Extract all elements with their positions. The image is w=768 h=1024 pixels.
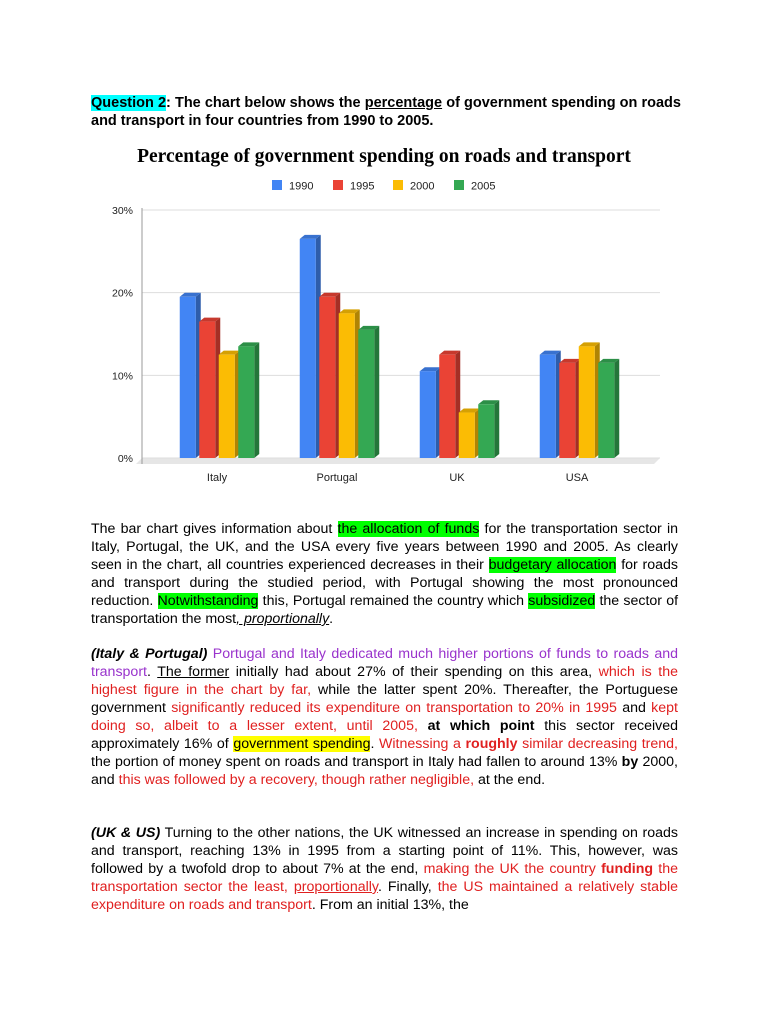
y-tick-label: 0% [117,453,133,465]
highlight-phrase: government spending [233,736,371,752]
legend-swatch [393,180,403,190]
highlight-phrase: subsidized [528,593,596,609]
x-tick-label: UK [449,472,465,484]
paragraph-uk-us: (UK & US) Turning to the other nations, the UK witnessed an increase in spending on roads and transport, reaching 13% in 1995 from a starting point of 11%. This, however, was followed by a twofold drop to about 7% at the end, making the UK the country funding the transportation sector the least, proportionally. Finally, the US maintained a relatively stable expenditure on roads and transport. From an initial 13%, the [91,825,679,913]
x-tick-label: Italy [206,472,228,484]
paragraph-italy-portugal: (Italy & Portugal) Portugal and Italy dedicated much higher portions of funds to roads and transport. The former initially had about 27% of their spending on this area, which is the highest figure in the chart by far, while the latter spent 20%. Thereafter, the Portuguese government significantly reduced its expenditure on transportation to 20% in 1995 and kept doing so, albeit to a lesser extent, until 2005, at which point this sector received approximately 16% of government spending. Witnessing a roughly similar decreasing trend, the portion of money spent on roads and transport in Italy had fallen to around 13% by 2000, and this was followed by a recovery, though rather negligible, at the end. [91,646,678,788]
bar [540,355,556,458]
bar [238,346,254,458]
paragraph-intro: The bar chart gives information about the allocation of funds for the transportation sector in Italy, Portugal, the UK, and the USA every five years between 1990 and 2005. As clearly seen in the chart, all countries experienced decreases in their budgetary allocation for roads and transport during the studied period, with Portugal showing the most pronounced reduction. Notwithstanding this, Portugal remained the country which subsidized the sector of transportation the most, proportionally. [91,521,679,627]
bar [219,355,235,458]
bar [339,313,355,458]
question-label: Question 2 [91,95,167,111]
bar [598,363,614,458]
legend-label: 2005 [471,180,496,193]
bar-side [614,359,619,458]
legend-swatch [333,180,343,190]
chart-floor [136,458,660,464]
bar-side [494,400,499,458]
legend-swatch [454,180,464,190]
y-tick-label: 30% [111,205,133,217]
question-heading [91,94,681,130]
legend-label: 2000 [410,180,435,193]
question-keyword: percentage [364,95,443,111]
legend-label: 1990 [289,180,314,193]
highlight-phrase: the allocation of funds [337,521,480,537]
bar [478,404,494,458]
bar [180,297,196,458]
bar [199,322,215,458]
bar [459,413,475,458]
legend-swatch [272,180,282,190]
y-tick-label: 20% [111,287,133,300]
bar [319,297,335,458]
y-tick-label: 10% [111,370,133,383]
bar [559,363,575,458]
bar-side [374,326,379,458]
x-tick-label: USA [565,472,589,484]
highlight-phrase: budgetary allocation [488,557,617,573]
section-label: (Italy & Portugal) [91,646,208,662]
highlight-phrase: Notwithstanding [157,593,259,609]
bar [300,239,316,458]
legend-label: 1995 [350,180,375,193]
section-label: (UK & US) [91,825,161,841]
question-text: : The chart below shows the [166,95,365,111]
bar-chart [0,170,768,510]
bar [579,346,595,458]
bar-side [254,342,259,458]
bar [439,355,455,458]
chart-title: Percentage of government spending on roads and transport [137,146,631,167]
bar [358,330,374,458]
question-text-end: of government spending on roads and transport in four countries from 1990 to 2005. [91,95,681,129]
bar [420,371,436,458]
x-tick-label: Portugal [316,472,358,484]
